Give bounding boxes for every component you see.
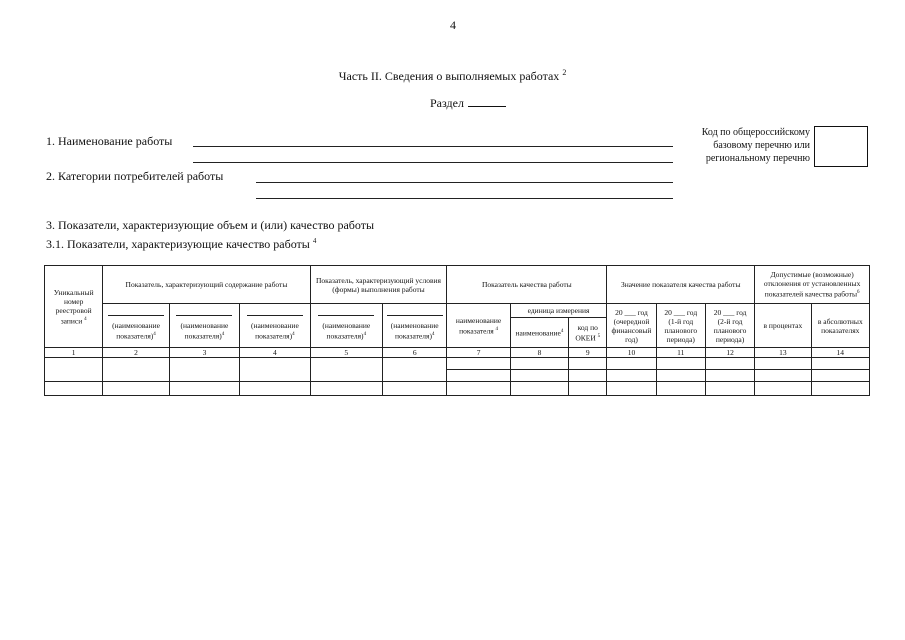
column-number: 7 [447,348,510,358]
table-cell[interactable] [656,358,705,370]
header-allowed-deviations: Допустимые (возможные) отклонения от установленных показателей качества работы$^6$ [755,266,870,304]
column-number: 8 [510,348,568,358]
table-cell[interactable] [310,382,382,396]
table-cell[interactable] [656,382,705,396]
table-cell[interactable] [383,358,447,382]
quality-indicators-text: 3.1. Показатели, характеризующие качество работы [46,237,310,251]
table-cell[interactable] [169,358,239,382]
header-name-indicator: (наименование показателя)$^4$ [169,304,239,348]
part-title-text: Часть II. Сведения о выполняемых работах [338,69,560,83]
header-content-indicator: Показатель, характеризующий содержание работы [103,266,310,304]
header-quality-indicator: Показатель качества работы [447,266,607,304]
consumer-categories-label: 2. Категории потребителей работы [46,169,224,183]
table-cell[interactable] [607,370,656,382]
table-cell[interactable] [45,358,103,382]
consumer-categories-line-2[interactable] [256,198,673,199]
header-okei-code: код по ОКЕИ $^5$ [569,318,607,348]
quality-indicators-table [44,265,870,396]
table-cell[interactable] [811,370,869,382]
header-indicator-value: Значение показателя качества работы [607,266,755,304]
table-cell[interactable] [569,370,607,382]
registry-code-label-line: Код по общероссийскому [701,127,810,138]
header-unit-name: наименование$^4$ [510,318,568,348]
column-number: 11 [656,348,705,358]
work-name-line-1[interactable] [193,146,673,147]
table-cell[interactable] [569,358,607,370]
column-number: 2 [103,348,169,358]
quality-indicators-heading [46,237,316,252]
column-number-row [45,348,870,358]
table-cell[interactable] [656,370,705,382]
header-year-plan-1: 20 ___ год (1-й год планового периода) [656,304,705,348]
header-name-indicator: (наименование показателя)$^4$ [383,304,447,348]
table-cell[interactable] [383,382,447,396]
table-cell[interactable] [447,370,510,382]
table-cell[interactable] [755,358,811,370]
table-cell[interactable] [811,382,869,396]
column-number: 12 [705,348,754,358]
header-in-absolute: в абсолютных показателях [811,304,869,348]
table-cell[interactable] [607,382,656,396]
table-header-row [45,266,870,304]
table-cell[interactable] [240,358,310,382]
header-unit: единица измерения [510,304,607,318]
consumer-categories-line-1[interactable] [256,182,673,183]
volume-quality-heading: 3. Показатели, характеризующие объем и (или) качество работы [46,218,375,232]
table-cell[interactable] [755,382,811,396]
header-unique-number: Уникальный номер реестровой записи $^4$ [45,266,103,348]
table-cell[interactable] [169,382,239,396]
section-number-blank[interactable] [468,96,506,107]
header-quality-indicator-name: наименование показателя $^4$ [447,304,510,348]
registry-code-label-line: региональному перечню [705,153,810,164]
header-year-current: 20 ___ год (очередной финансовый год) [607,304,656,348]
column-number: 10 [607,348,656,358]
column-number: 5 [310,348,382,358]
header-conditions-indicator: Показатель, характеризующий условия (формы) выполнения работы [310,266,447,304]
table-cell[interactable] [607,358,656,370]
registry-code-box[interactable] [814,126,868,167]
table-cell[interactable] [705,358,754,370]
column-number: 6 [383,348,447,358]
table-row [45,358,870,370]
header-year-plan-2: 20 ___ год (2-й год планового периода) [705,304,754,348]
page-number: 4 [450,18,456,32]
table-cell[interactable] [569,382,607,396]
footnote-ref: 4 [312,237,317,245]
header-name-indicator: (наименование показателя)$^4$ [310,304,382,348]
column-number: 13 [755,348,811,358]
section-label: Раздел [430,96,464,110]
table-header-row [45,304,870,318]
table-row [45,382,870,396]
table-cell[interactable] [510,370,568,382]
work-name-label: 1. Наименование работы [46,134,173,148]
table-cell[interactable] [755,370,811,382]
column-number: 3 [169,348,239,358]
table-cell[interactable] [310,358,382,382]
column-number: 14 [811,348,869,358]
header-in-percent: в процентах [755,304,811,348]
table-cell[interactable] [705,382,754,396]
table-cell[interactable] [510,382,568,396]
header-name-indicator: (наименование показателя)$^4$ [103,304,169,348]
table-cell[interactable] [240,382,310,396]
table-cell[interactable] [103,358,169,382]
table-cell[interactable] [45,382,103,396]
header-name-indicator: (наименование показателя)$^4$ [240,304,310,348]
column-number: 1 [45,348,103,358]
table-cell[interactable] [811,358,869,370]
part-title [0,68,905,84]
registry-code-label-line: базовому перечню или [713,140,810,151]
table-cell[interactable] [103,382,169,396]
column-number: 4 [240,348,310,358]
registry-code-label [686,126,810,165]
table-cell[interactable] [447,382,510,396]
footnote-ref: 2 [562,68,567,77]
table-cell[interactable] [447,358,510,370]
table-cell[interactable] [510,358,568,370]
column-number: 9 [569,348,607,358]
work-name-line-2[interactable] [193,162,673,163]
section-line [430,96,506,111]
table-cell[interactable] [705,370,754,382]
